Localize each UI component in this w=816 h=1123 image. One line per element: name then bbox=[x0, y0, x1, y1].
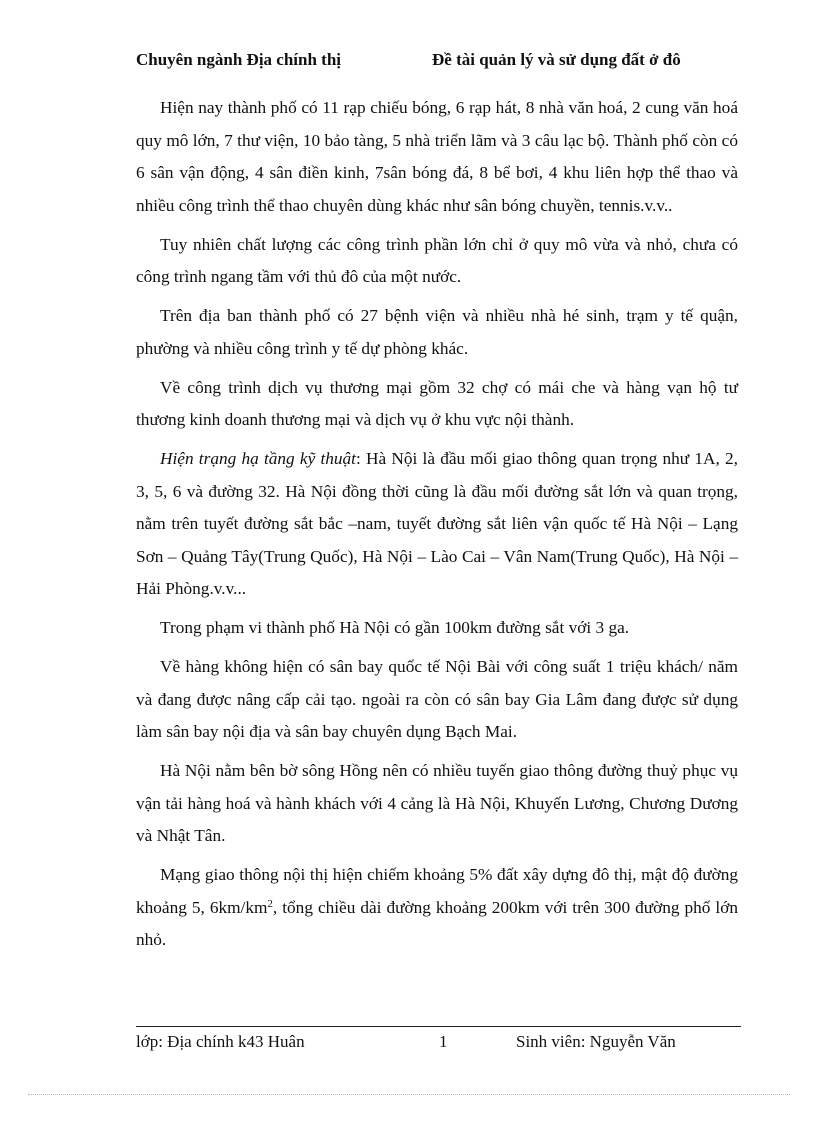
footer-divider bbox=[136, 1026, 741, 1027]
document-body bbox=[136, 92, 738, 963]
header-major: Chuyên ngành Địa chính thị bbox=[136, 50, 342, 69]
page-number: 1 bbox=[439, 1032, 448, 1051]
paragraph-culture: Hiện nay thành phố có 11 rạp chiếu bóng, 6 rạp hát, 8 nhà văn hoá, 2 cung văn hoá quy mô lớn, 7 thư viện, 10 bảo tàng, 5 nhà triển lãm và 3 câu lạc bộ. Thành phố còn có 6 sân vận động, 4 sân điền kinh, 7sân bóng đá, 8 bể bơi, 4 khu liên hợp thể thao và nhiều công trình thể thao chuyên dùng khác như sân bóng chuyền, tennis.v.v.. bbox=[136, 98, 738, 215]
roads-text-b: , tổng chiều dài đường khoảng 200km với trên 300 đường phố lớn nhỏ. bbox=[136, 897, 738, 949]
footer-student: Sinh viên: Nguyễn Văn bbox=[516, 1032, 676, 1051]
page-break-divider bbox=[28, 1094, 790, 1095]
roads-text-a: Mạng giao thông nội thị hiện chiếm khoảng 5% đất xây dựng đô thị, mật độ đường khoảng 5, 6km/km bbox=[136, 865, 738, 917]
paragraph-railway: Trong phạm vi thành phố Hà Nội có gần 100km đường sắt với 3 ga. bbox=[160, 618, 630, 637]
infrastructure-heading: Hiện trạng hạ tầng kỹ thuật bbox=[160, 449, 356, 468]
footer-class: lớp: Địa chính k43 Huân bbox=[136, 1032, 305, 1051]
paragraph-infrastructure bbox=[136, 443, 738, 606]
paragraph-commerce: Về công trình dịch vụ thương mại gồm 32 chợ có mái che và hàng vạn hộ tư thương kinh doanh thương mại và dịch vụ ở khu vực nội thành. bbox=[136, 377, 738, 429]
infrastructure-text: : Hà Nội là đầu mối giao thông quan trọng như 1A, 2, 3, 5, 6 và đường 32. Hà Nội đồng thời cũng là đầu mối đường sắt lớn và quan trọng, nằm trên tuyết đường sắt bắc –nam, tuyết đường sắt liên vận quốc tế Hà Nội – Lạng Sơn – Quảng Tây(Trung Quốc), Hà Nội – Lào Cai – Vân Nam(Trung Quốc), Hà Nội – Hải Phòng.v.v... bbox=[136, 449, 739, 598]
paragraph-waterway: Hà Nội nằm bên bờ sông Hồng nên có nhiều tuyến giao thông đường thuỷ phục vụ vận tải hàng hoá và hành khách với 4 cảng là Hà Nội, Khuyến Lương, Chương Dương và Nhật Tân. bbox=[136, 761, 738, 845]
paragraph-quality: Tuy nhiên chất lượng các công trình phần lớn chỉ ở quy mô vừa và nhỏ, chưa có công trình ngang tầm với thủ đô của một nước. bbox=[136, 234, 738, 286]
page-header bbox=[136, 50, 740, 94]
page-footer bbox=[136, 1031, 741, 1075]
paragraph-aviation: Về hàng không hiện có sân bay quốc tế Nội Bài với công suất 1 triệu khách/ năm và đang được nâng cấp cải tạo. ngoài ra còn có sân bay Gia Lâm đang được sử dụng làm sân bay nội địa và sân bay chuyên dụng Bạch Mai. bbox=[136, 657, 738, 741]
paragraph-health: Trên địa ban thành phố có 27 bệnh viện và nhiều nhà hé sinh, trạm y tế quận, phường và nhiều công trình y tế dự phòng khác. bbox=[136, 306, 738, 358]
paragraph-roads bbox=[136, 859, 738, 957]
header-topic: Đề tài quản lý và sử dụng đất ở đô bbox=[432, 50, 681, 69]
superscript: 2 bbox=[267, 897, 273, 910]
